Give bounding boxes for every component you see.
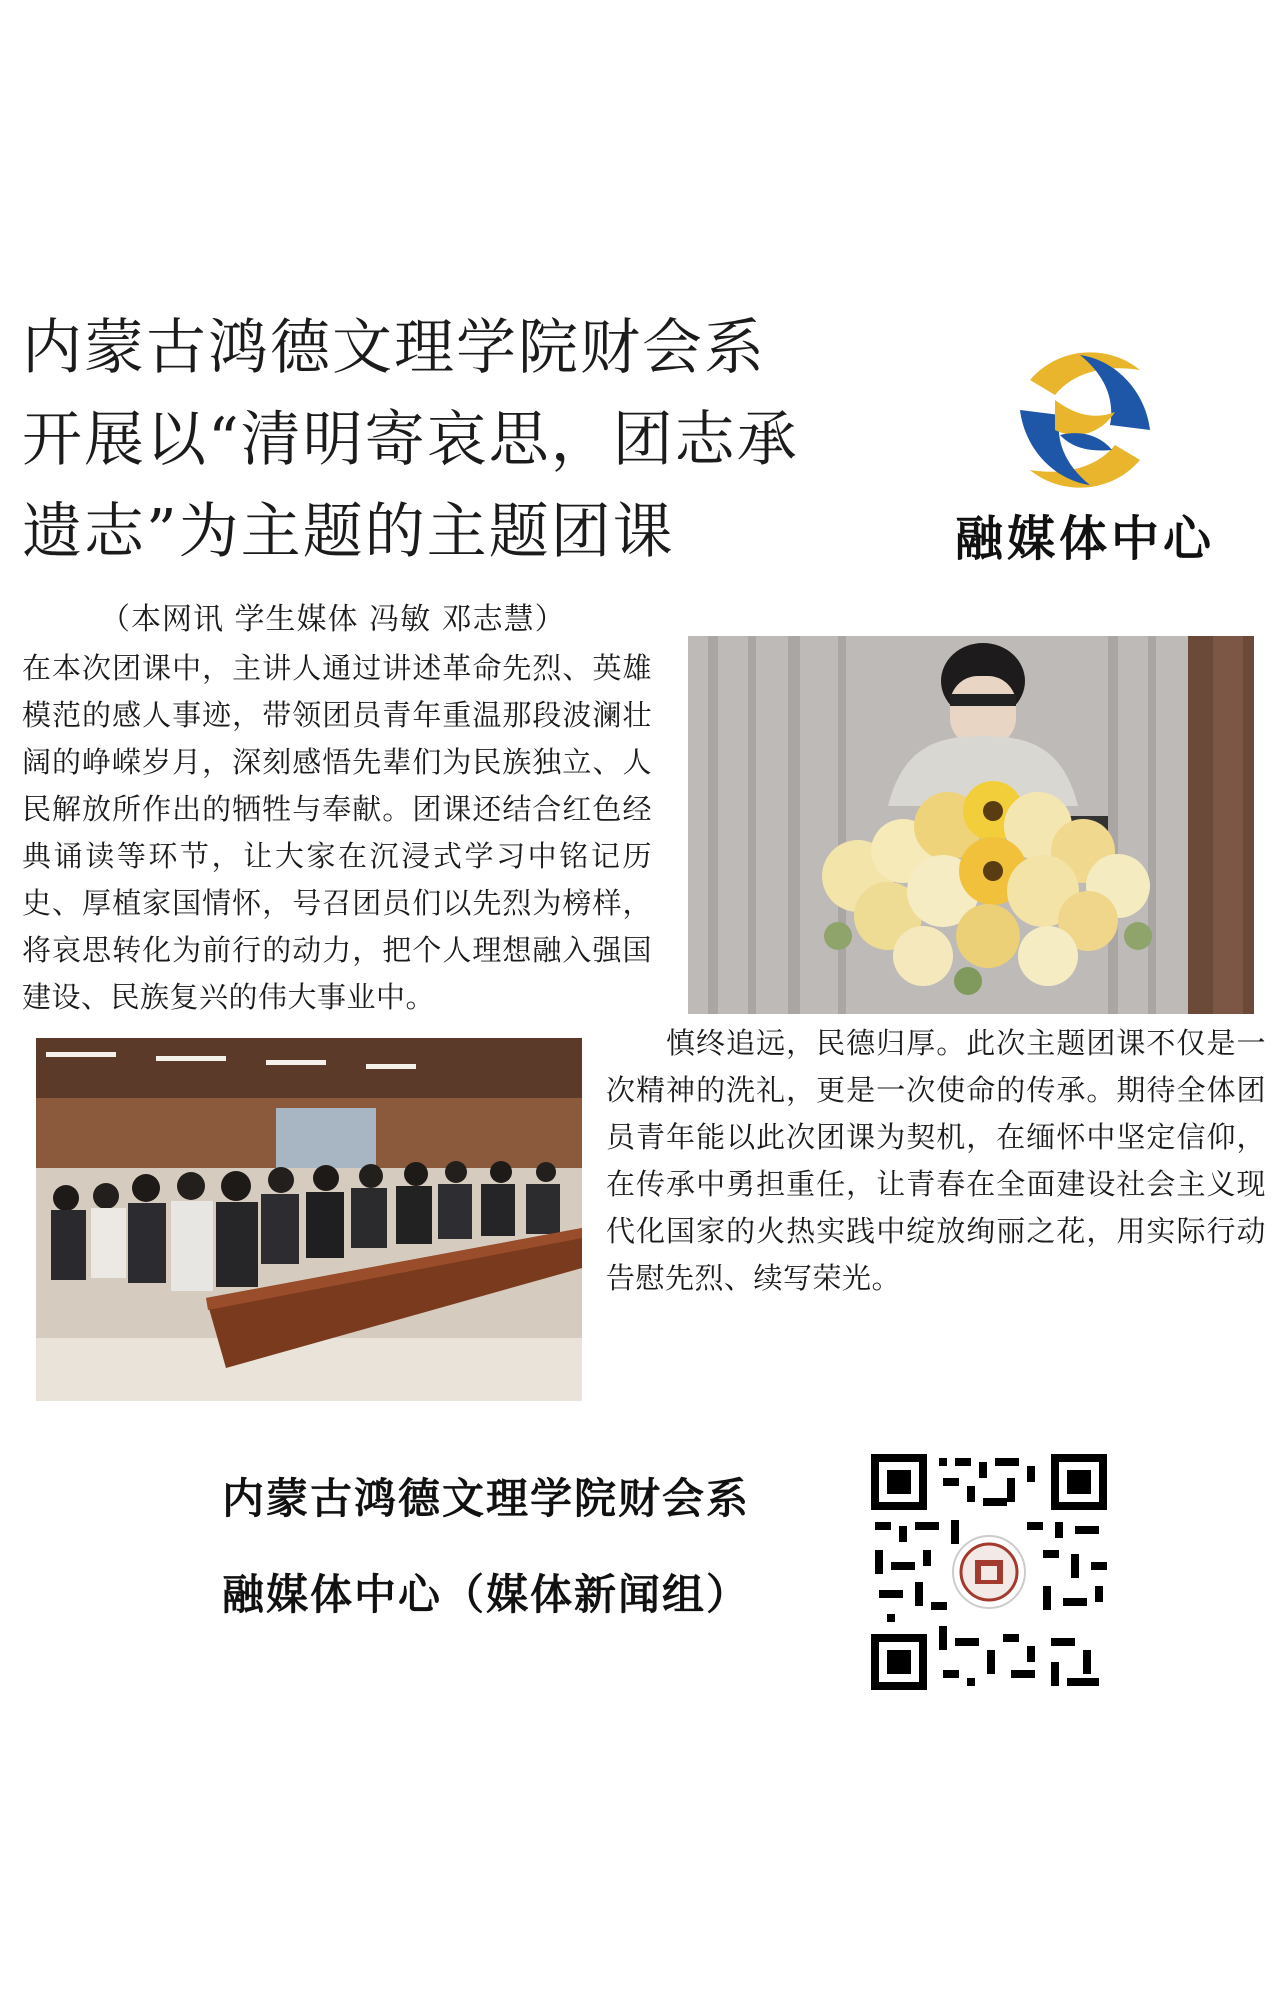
- article-paragraph-1: 在本次团课中，主讲人通过讲述革命先烈、英雄模范的感人事迹，带领团员青年重温那段波澜壮阔的峥嵘岁月，深刻感悟先辈们为民族独立、人民解放所作出的牺牲与奉献。团课还结合红色经典诵读等环节，让大家在沉浸式学习中铭记历史、厚植家国情怀，号召团员们以先烈为榜样，将哀思转化为前行的动力，把个人理想融入强国建设、民族复兴的伟大事业中。: [22, 651, 652, 1014]
- article-paragraph-2: 慎终追远，民德归厚。此次主题团课不仅是一次精神的洗礼，更是一次使命的传承。期待全体团员青年能以此次团课为契机，在缅怀中坚定信仰，在传承中勇担重任，让青春在全面建设社会主义现代化国家的火热实践中绽放绚丽之花，用实际行动告慰先烈、续写荣光。: [606, 1026, 1266, 1295]
- article-headline: [22, 302, 882, 578]
- media-center-logo: [920, 340, 1250, 580]
- qr-code-icon: [867, 1450, 1111, 1694]
- qr-code[interactable]: [867, 1450, 1111, 1694]
- headline-line-2: 开展以“清明寄哀思，团志承: [22, 405, 799, 475]
- headline-line-1: 内蒙古鸿德文理学院财会系: [22, 313, 766, 383]
- logo-emblem-icon: [1000, 340, 1170, 500]
- article-byline: （本网讯 学生媒体 冯敏 邓志慧）: [100, 602, 566, 637]
- footer-media-group: 融媒体中心（媒体新闻组）: [222, 1570, 751, 1619]
- speaker-photo: [688, 636, 1254, 1014]
- logo-text: 融媒体中心: [954, 511, 1215, 567]
- headline-line-3: 遗志”为主题的主题团课: [22, 497, 675, 567]
- audience-photo: [36, 1038, 582, 1401]
- footer-department: 内蒙古鸿德文理学院财会系: [222, 1474, 751, 1523]
